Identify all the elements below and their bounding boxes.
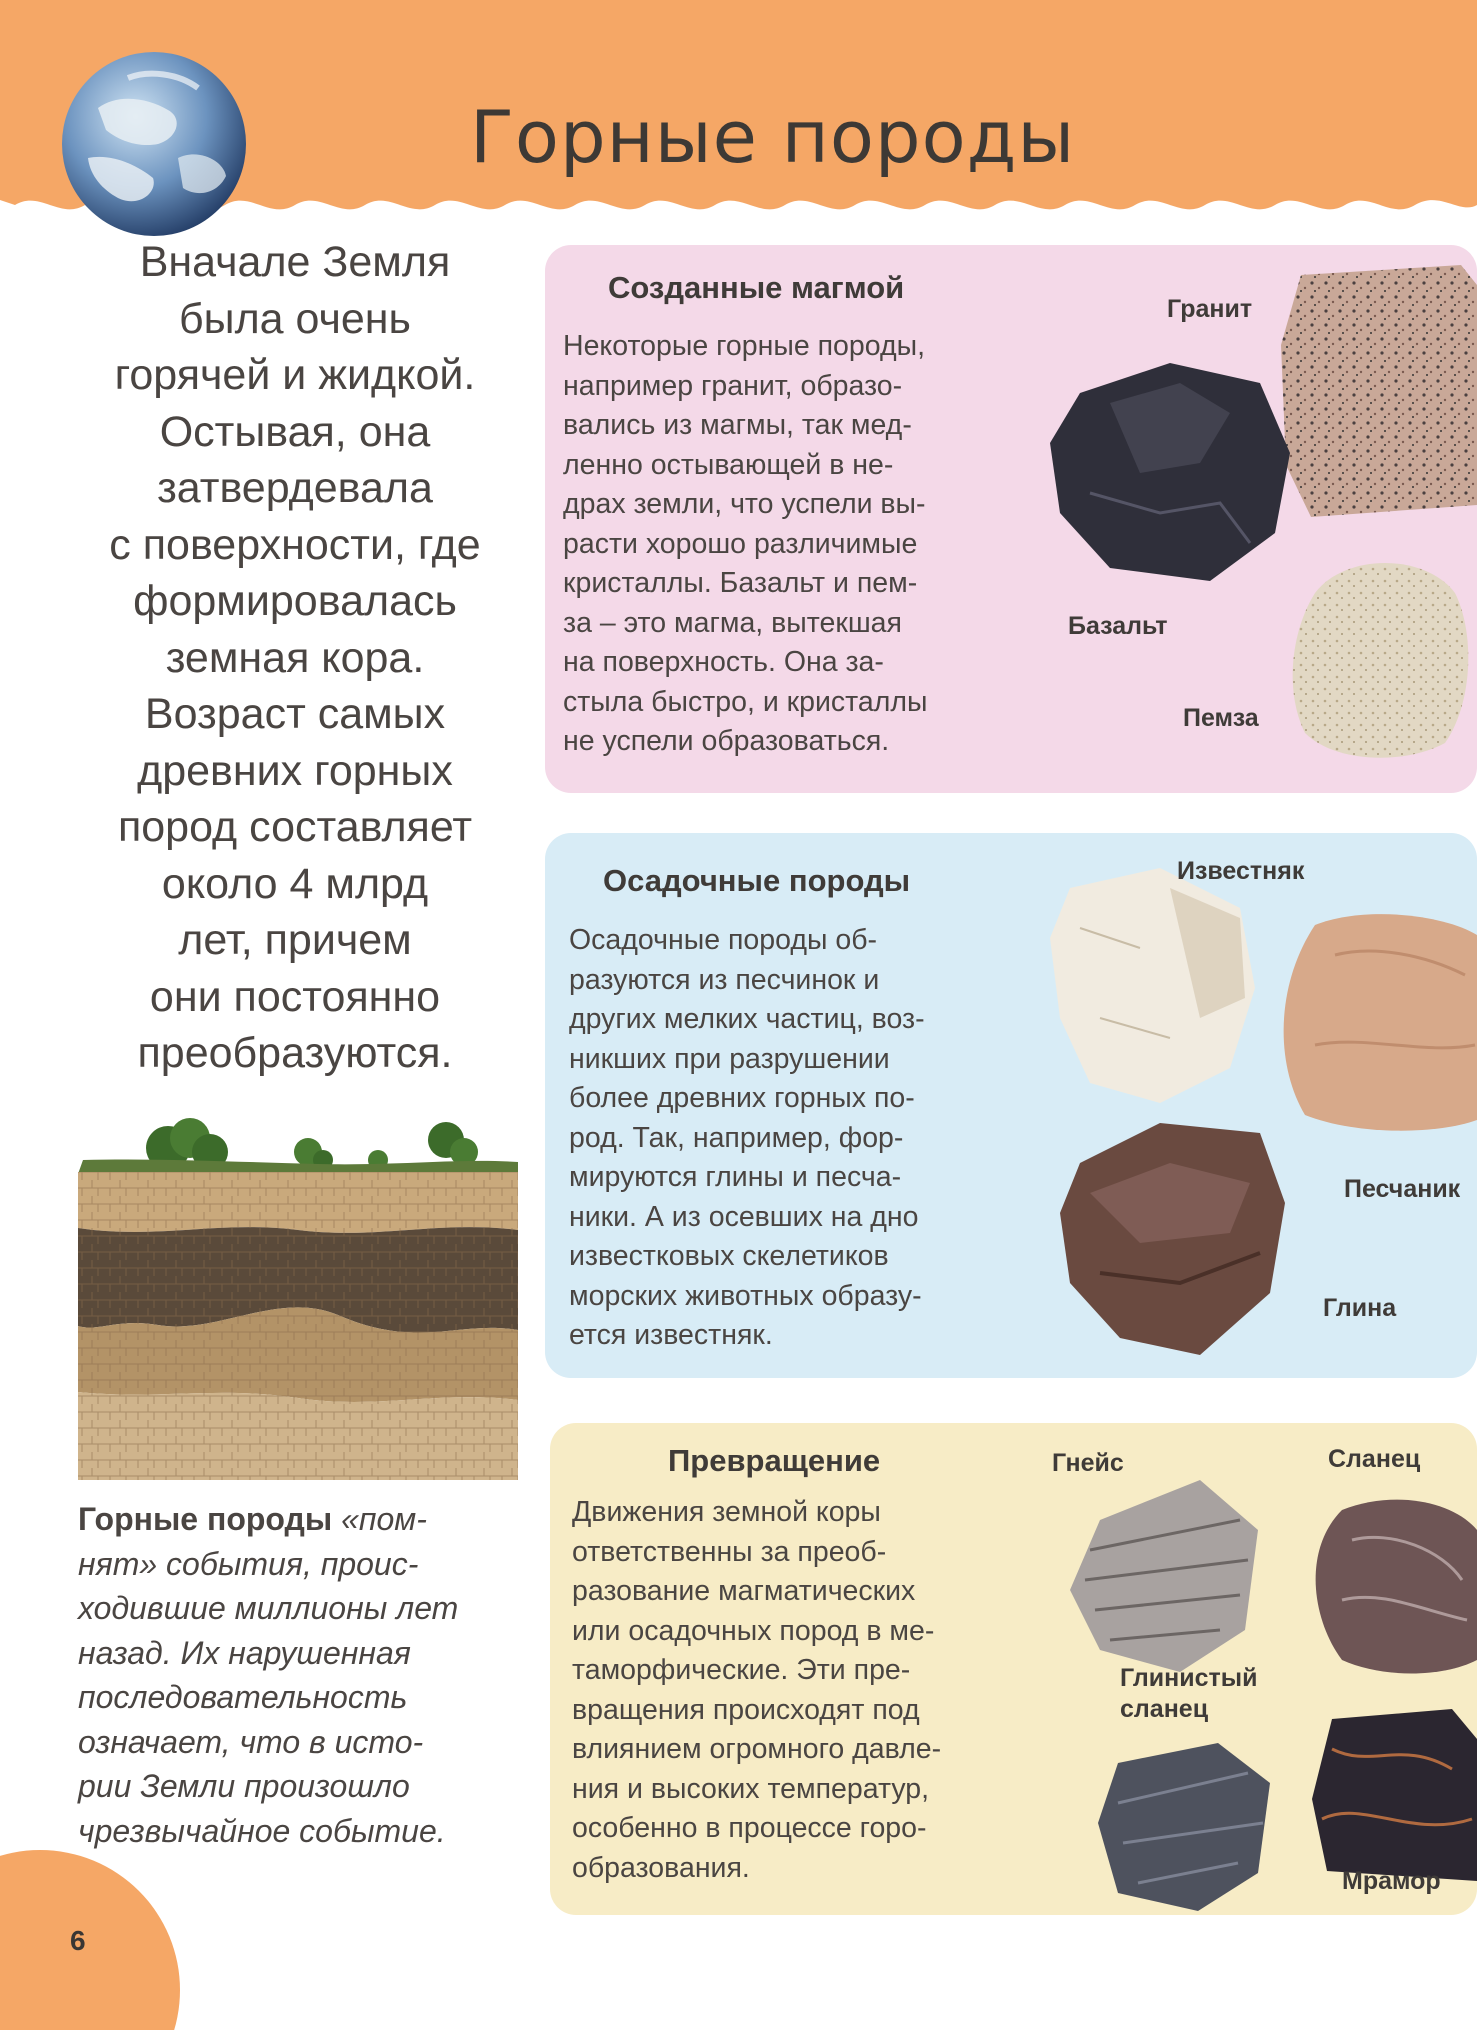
- panel-metamorphic: [550, 1423, 1477, 1915]
- caption-italic: последовательность: [78, 1679, 408, 1715]
- intro-line: была очень: [179, 294, 411, 343]
- text-line: разуются из песчинок и: [569, 963, 880, 996]
- sandstone-rock-image: [1275, 905, 1477, 1135]
- earth-globe-image: [58, 48, 250, 240]
- intro-line: земная кора.: [165, 633, 425, 682]
- text-line: никших при разрушении: [569, 1042, 890, 1075]
- intro-line: преобразуются.: [137, 1029, 453, 1077]
- limestone-rock-image: [1050, 868, 1255, 1103]
- text-line: стыла быстро, и кристаллы: [563, 685, 928, 718]
- gneiss-rock-image: [1070, 1480, 1258, 1672]
- text-line: морских животных образу-: [569, 1279, 922, 1312]
- clay-shale-label: [1120, 1663, 1258, 1725]
- text-line: особенно в процессе горо-: [572, 1812, 927, 1844]
- granite-label: Гранит: [1167, 295, 1253, 323]
- page-number-tab: [0, 1830, 200, 2030]
- intro-line: лет, причем: [178, 916, 412, 964]
- text-line: ется известняк.: [569, 1319, 773, 1351]
- caption-italic: означает, что в исто-: [78, 1723, 424, 1760]
- basalt-rock-image: [1050, 363, 1290, 581]
- caption-italic: назад. Их нарушенная: [78, 1634, 411, 1671]
- sandstone-label: Песчаник: [1344, 1175, 1461, 1203]
- intro-line: Остывая, она: [159, 407, 431, 456]
- text-line: например гранит, образо-: [563, 369, 903, 402]
- intro-line: они постоянно: [149, 972, 441, 1021]
- text-line: кристаллы. Базальт и пем-: [563, 567, 918, 599]
- text-line: более древних горных по-: [569, 1082, 915, 1114]
- illustration-caption: [78, 1497, 518, 1853]
- caption-italic: ходившие миллионы лет: [78, 1590, 459, 1626]
- limestone-label: Известняк: [1177, 857, 1305, 885]
- text-line: ленно остывающей в не-: [563, 448, 894, 481]
- text-line: вращения происходят под: [572, 1693, 920, 1726]
- text-line: не успели образоваться.: [563, 725, 890, 757]
- schist-rock-image: [1302, 1490, 1477, 1678]
- text-line: разование магматических: [572, 1575, 916, 1607]
- intro-line: Вначале Земля: [139, 238, 451, 286]
- text-line: известковых скелетиков: [569, 1240, 889, 1272]
- intro-line: формировалась: [133, 577, 457, 625]
- intro-line: Возраст самых: [144, 690, 446, 738]
- schist-label: Сланец: [1328, 1445, 1421, 1473]
- panel-sedimentary: [545, 833, 1477, 1378]
- text-line: Движения земной коры: [572, 1496, 881, 1528]
- granite-rock-image: [1281, 265, 1477, 517]
- clay-shale-label-line: сланец: [1120, 1695, 1209, 1723]
- panel-title: Превращение: [668, 1443, 881, 1478]
- text-line: мируются глины и песча-: [569, 1161, 902, 1193]
- text-line: род. Так, например, фор-: [569, 1121, 904, 1154]
- text-line: Осадочные породы об-: [569, 924, 878, 956]
- marble-rock-image: [1312, 1709, 1477, 1881]
- intro-line: с поверхности, где: [109, 520, 481, 569]
- clay-label: Глина: [1323, 1294, 1397, 1322]
- text-line: вались из магмы, так мед-: [563, 409, 912, 441]
- text-line: драх земли, что успели вы-: [563, 488, 926, 520]
- text-line: влиянием огромного давле-: [572, 1733, 942, 1765]
- intro-line: около 4 млрд: [161, 859, 429, 908]
- panel-text: [572, 1493, 941, 1888]
- pumice-label: Пемза: [1183, 704, 1259, 732]
- intro-line: пород составляет: [117, 803, 473, 851]
- text-line: таморфические. Эти пре-: [572, 1654, 911, 1686]
- caption-italic: чрезвычайное событие.: [78, 1812, 446, 1849]
- intro-line: горячей и жидкой.: [114, 351, 476, 399]
- text-line: за – это магма, вытекшая: [563, 606, 902, 639]
- text-line: расти хорошо различимые: [563, 527, 918, 560]
- gneiss-label: Гнейс: [1052, 1449, 1124, 1477]
- text-line: на поверхность. Она за-: [563, 646, 884, 678]
- text-line: ники. А из осевших на дно: [569, 1200, 919, 1233]
- panel-text: [569, 921, 925, 1356]
- panel-igneous: [545, 245, 1477, 793]
- panel-text: [563, 327, 928, 762]
- intro-text: [70, 234, 520, 1082]
- intro-line: древних горных: [137, 746, 453, 795]
- page-number: 6: [70, 1925, 86, 1956]
- pumice-rock-image: [1285, 553, 1473, 763]
- caption-italic: «пом-: [341, 1501, 427, 1537]
- intro-line: затвердевала: [157, 464, 433, 512]
- basalt-label: Базальт: [1068, 612, 1168, 640]
- clay-shale-label-line: Глинистый: [1120, 1664, 1258, 1692]
- caption-line: [78, 1542, 518, 1587]
- text-line: или осадочных пород в ме-: [572, 1614, 935, 1647]
- caption-line: [78, 1720, 518, 1765]
- panel-title: Созданные магмой: [608, 270, 905, 305]
- caption-line: [78, 1675, 518, 1720]
- caption-italic: рии Земли произошло: [78, 1768, 410, 1804]
- caption-line: [78, 1764, 518, 1809]
- text-line: образования.: [572, 1851, 750, 1884]
- page-title: Горные породы: [470, 95, 1076, 179]
- panel-title: Осадочные породы: [603, 863, 911, 898]
- caption-line: [78, 1631, 518, 1676]
- text-line: ответственны за преоб-: [572, 1535, 887, 1568]
- rock-strata-illustration: [78, 1100, 518, 1480]
- clay-shale-rock-image: [1098, 1743, 1270, 1911]
- caption-line: [78, 1497, 518, 1542]
- caption-italic: нят» события, проис-: [78, 1545, 419, 1582]
- clay-rock-image: [1060, 1123, 1285, 1355]
- marble-label: Мрамор: [1342, 1867, 1441, 1895]
- caption-bold: Горные породы: [78, 1501, 333, 1537]
- caption-line: [78, 1586, 518, 1631]
- text-line: ния и высоких температур,: [572, 1772, 930, 1805]
- text-line: Некоторые горные породы,: [563, 330, 925, 362]
- text-line: других мелких частиц, воз-: [569, 1003, 925, 1035]
